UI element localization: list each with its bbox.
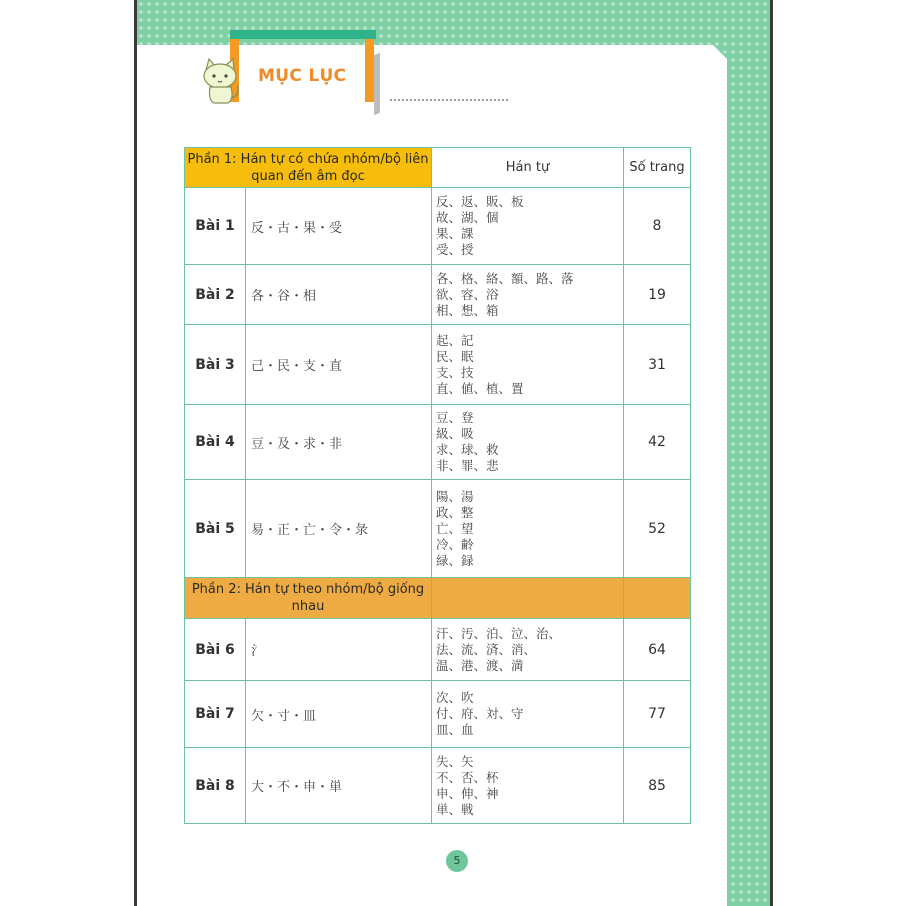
table-of-contents bbox=[184, 147, 691, 824]
section-2-header-row bbox=[185, 578, 691, 619]
lesson-label: Bài 4 bbox=[185, 405, 246, 480]
page-number-badge: 5 bbox=[446, 850, 468, 872]
han-tu-line: 直、値、植、置 bbox=[436, 380, 524, 396]
han-tu-line: 級、吸 bbox=[436, 426, 474, 441]
section-2-filler bbox=[624, 578, 691, 619]
han-tu-line: 支、技 bbox=[436, 364, 474, 380]
lesson-han-tu bbox=[432, 619, 624, 681]
han-tu-line: 皿、血 bbox=[436, 722, 474, 737]
header-tab-top-bar bbox=[230, 30, 376, 39]
section-2-filler bbox=[432, 578, 624, 619]
table-row bbox=[185, 265, 691, 325]
lesson-kanji: 大・不・申・単 bbox=[246, 748, 432, 824]
han-tu-line: 各、格、絡、額、路、落 bbox=[436, 270, 574, 286]
han-tu-line: 求、球、救 bbox=[436, 442, 499, 457]
lesson-label: Bài 3 bbox=[185, 325, 246, 405]
lesson-kanji: 易・正・亡・令・彔 bbox=[246, 480, 432, 578]
lesson-han-tu bbox=[432, 265, 624, 325]
han-tu-line: 非、罪、悲 bbox=[436, 458, 499, 473]
table-row bbox=[185, 405, 691, 480]
han-tu-line: 申、伸、神 bbox=[436, 785, 499, 801]
han-tu-line: 冷、齢 bbox=[436, 536, 474, 552]
lesson-kanji: 己・民・支・直 bbox=[246, 325, 432, 405]
han-tu-line: 温、港、渡、満 bbox=[436, 657, 524, 673]
lesson-han-tu bbox=[432, 681, 624, 748]
lesson-kanji: 各・谷・相 bbox=[246, 265, 432, 325]
han-tu-line: 欲、容、浴 bbox=[436, 286, 499, 302]
lesson-kanji: 反・古・果・受 bbox=[246, 188, 432, 265]
cat-mascot-icon bbox=[198, 56, 244, 106]
lesson-page: 77 bbox=[624, 681, 691, 748]
lesson-han-tu bbox=[432, 188, 624, 265]
lesson-label: Bài 7 bbox=[185, 681, 246, 748]
lesson-page: 52 bbox=[624, 480, 691, 578]
han-tu-line: 亡、望 bbox=[436, 520, 474, 536]
han-tu-line: 陽、湯 bbox=[436, 488, 474, 504]
section-1-header: Phần 1: Hán tự có chứa nhóm/bộ liên quan đến âm đọc bbox=[185, 148, 432, 188]
lesson-han-tu bbox=[432, 748, 624, 824]
lesson-label: Bài 5 bbox=[185, 480, 246, 578]
table-row bbox=[185, 619, 691, 681]
han-tu-line: 不、否、杯 bbox=[436, 769, 499, 785]
han-tu-line: 次、吹 bbox=[436, 690, 474, 705]
lesson-label: Bài 1 bbox=[185, 188, 246, 265]
han-tu-line: 法、流、済、消、 bbox=[436, 641, 537, 657]
title-dotted-line bbox=[390, 99, 508, 101]
han-tu-line: 果、課 bbox=[436, 226, 474, 241]
lesson-page: 85 bbox=[624, 748, 691, 824]
page-right-border bbox=[770, 0, 773, 906]
han-tu-line: 相、想、箱 bbox=[436, 302, 499, 318]
han-tu-line: 汗、汚、泊、泣、治、 bbox=[436, 625, 562, 641]
column-header-han-tu: Hán tự bbox=[432, 148, 624, 188]
lesson-kanji: 氵 bbox=[246, 619, 432, 681]
table-row bbox=[185, 681, 691, 748]
lesson-kanji: 豆・及・求・非 bbox=[246, 405, 432, 480]
header-tab-right-leg bbox=[365, 39, 374, 102]
column-header-page: Số trang bbox=[624, 148, 691, 188]
han-tu-line: 政、整 bbox=[436, 504, 474, 520]
han-tu-line: 民、眠 bbox=[436, 348, 474, 364]
lesson-page: 42 bbox=[624, 405, 691, 480]
lesson-page: 31 bbox=[624, 325, 691, 405]
han-tu-line: 反、返、販、板 bbox=[436, 194, 524, 209]
table-row bbox=[185, 480, 691, 578]
lesson-label: Bài 6 bbox=[185, 619, 246, 681]
table-row bbox=[185, 188, 691, 265]
table-row bbox=[185, 748, 691, 824]
section-2-header: Phần 2: Hán tự theo nhóm/bộ giống nhau bbox=[185, 578, 432, 619]
han-tu-line: 失、矢 bbox=[436, 753, 474, 769]
han-tu-line: 付、府、対、守 bbox=[436, 706, 524, 721]
page-title: MỤC LỤC bbox=[258, 66, 347, 86]
lesson-page: 19 bbox=[624, 265, 691, 325]
han-tu-line: 豆、登 bbox=[436, 410, 474, 425]
han-tu-line: 受、授 bbox=[436, 242, 474, 257]
lesson-page: 8 bbox=[624, 188, 691, 265]
han-tu-line: 緑、録 bbox=[436, 552, 474, 568]
lesson-kanji: 欠・寸・皿 bbox=[246, 681, 432, 748]
lesson-han-tu bbox=[432, 405, 624, 480]
han-tu-line: 故、湖、個 bbox=[436, 210, 499, 225]
header-tab-shadow bbox=[374, 53, 380, 116]
table-header-row bbox=[185, 148, 691, 188]
lesson-label: Bài 8 bbox=[185, 748, 246, 824]
han-tu-line: 起、記 bbox=[436, 332, 474, 348]
lesson-label: Bài 2 bbox=[185, 265, 246, 325]
lesson-han-tu bbox=[432, 480, 624, 578]
lesson-page: 64 bbox=[624, 619, 691, 681]
lesson-han-tu bbox=[432, 325, 624, 405]
table-row bbox=[185, 325, 691, 405]
han-tu-line: 単、戦 bbox=[436, 801, 474, 817]
